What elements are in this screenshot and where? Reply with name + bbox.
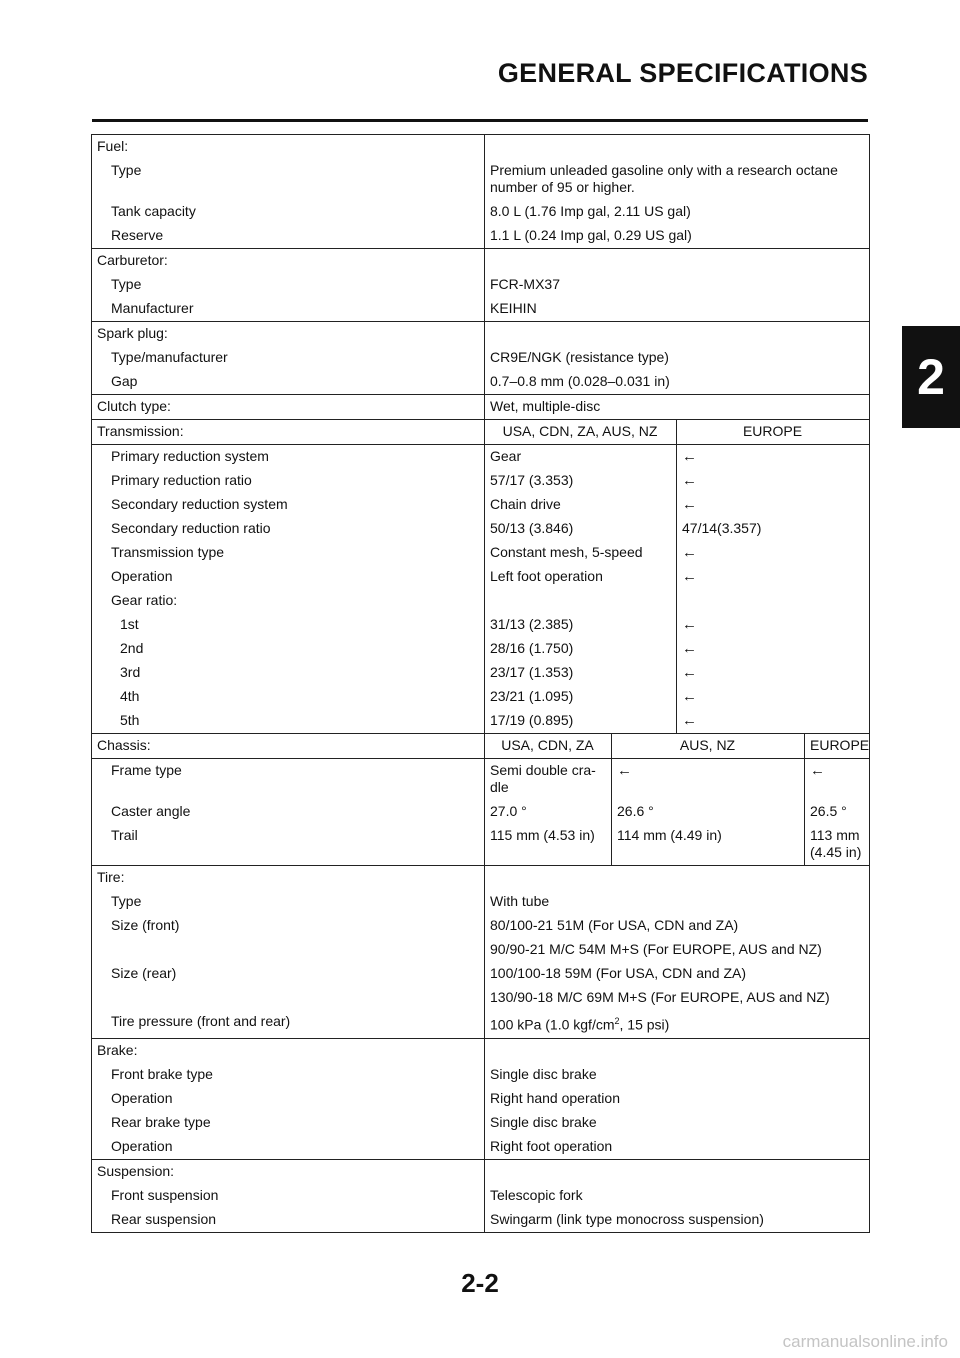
rear-brake-operation-value: Right foot operation (485, 1135, 870, 1160)
suspension-section-row (92, 1159, 870, 1184)
same-arrow-icon: ← (677, 541, 870, 565)
table-row (92, 661, 870, 685)
secondary-system-value: Chain drive (485, 493, 677, 517)
same-arrow-icon: ← (677, 661, 870, 685)
table-row (92, 709, 870, 734)
tire-type-label: Type (92, 890, 485, 914)
fuel-type-value: Premium unleaded gasoline only with a research octane number of 95 or higher. (485, 159, 870, 200)
gear-value: 23/21 (1.095) (485, 685, 677, 709)
chassis-label: Chassis: (92, 734, 485, 759)
brake-section-row (92, 1038, 870, 1063)
brake-label: Brake: (92, 1038, 485, 1063)
table-row (92, 469, 870, 493)
gear-label: 1st (92, 613, 485, 637)
table-row (92, 800, 870, 824)
table-row (92, 493, 870, 517)
same-arrow-icon: ← (677, 565, 870, 589)
page-title: GENERAL SPECIFICATIONS (497, 58, 868, 88)
carburetor-type-label: Type (92, 273, 485, 297)
primary-ratio-value: 57/17 (3.353) (485, 469, 677, 493)
transmission-col-usa: USA, CDN, ZA, AUS, NZ (485, 420, 677, 445)
table-row (92, 824, 870, 866)
primary-system-value: Gear (485, 445, 677, 470)
table-row (92, 1087, 870, 1111)
table-row (92, 962, 870, 986)
table-row (92, 1208, 870, 1233)
trail-usa: 115 mm (4.53 in) (485, 824, 612, 866)
tire-type-value: With tube (485, 890, 870, 914)
spark-plug-gap-value: 0.7–0.8 mm (0.028–0.031 in) (485, 370, 870, 395)
same-arrow-icon: ← (677, 445, 870, 470)
table-row (92, 589, 870, 613)
clutch-section-row (92, 395, 870, 420)
carburetor-section-row (92, 249, 870, 274)
tire-pressure-value (485, 1010, 870, 1038)
front-brake-value: Single disc brake (485, 1063, 870, 1087)
chassis-col-europe: EUROPE (805, 734, 870, 759)
table-row (92, 637, 870, 661)
table-row (92, 1010, 870, 1038)
spec-table (91, 134, 870, 1233)
chapter-tab-number: 2 (917, 349, 945, 405)
table-row (92, 565, 870, 589)
same-arrow-icon: ← (677, 613, 870, 637)
gear-label: 3rd (92, 661, 485, 685)
gear-value: 31/13 (2.385) (485, 613, 677, 637)
page-number: 2-2 (461, 1268, 499, 1298)
same-arrow-icon: ← (612, 759, 805, 801)
spark-plug-gap-label: Gap (92, 370, 485, 395)
table-row (92, 890, 870, 914)
gear-label: 5th (92, 709, 485, 734)
fuel-label: Fuel: (92, 135, 485, 160)
secondary-ratio-value: 50/13 (3.846) (485, 517, 677, 541)
spark-plug-section-row (92, 322, 870, 347)
table-row (92, 445, 870, 470)
table-row (92, 224, 870, 249)
spark-plug-label: Spark plug: (92, 322, 485, 347)
secondary-system-label: Secondary reduction system (92, 493, 485, 517)
secondary-ratio-label: Secondary reduction ratio (92, 517, 485, 541)
transmission-operation-label: Operation (92, 565, 485, 589)
rear-brake-label: Rear brake type (92, 1111, 485, 1135)
caster-angle-usa: 27.0 ° (485, 800, 612, 824)
tire-front-label: Size (front) (92, 914, 485, 938)
chapter-tab (902, 326, 960, 428)
table-row (92, 159, 870, 200)
tire-label: Tire: (92, 866, 485, 891)
reserve-label: Reserve (92, 224, 485, 249)
table-row (92, 1111, 870, 1135)
same-arrow-icon: ← (677, 637, 870, 661)
chassis-col-usa: USA, CDN, ZA (485, 734, 612, 759)
suspension-label: Suspension: (92, 1159, 485, 1184)
chassis-section-row (92, 734, 870, 759)
primary-system-label: Primary reduction system (92, 445, 485, 470)
watermark: carmanualsonline.info (782, 1332, 948, 1351)
tire-front-value-2: 90/90-21 M/C 54M M+S (For EUROPE, AUS and NZ) (485, 938, 870, 962)
reserve-value: 1.1 L (0.24 Imp gal, 0.29 US gal) (485, 224, 870, 249)
gear-value: 28/16 (1.750) (485, 637, 677, 661)
table-row (92, 685, 870, 709)
title-rule (92, 119, 868, 122)
same-arrow-icon: ← (805, 759, 870, 801)
transmission-col-europe: EUROPE (677, 420, 870, 445)
same-arrow-icon: ← (677, 685, 870, 709)
spark-plug-type-label: Type/manufacturer (92, 346, 485, 370)
tire-pressure-sup: 2 (614, 1016, 620, 1026)
frame-type-value: Semi double cra-dle (485, 759, 612, 801)
tire-rear-label: Size (rear) (92, 962, 485, 986)
secondary-ratio-europe: 47/14(3.357) (677, 517, 870, 541)
carburetor-type-value: FCR-MX37 (485, 273, 870, 297)
trail-aus: 114 mm (4.49 in) (612, 824, 805, 866)
tire-rear-value-1: 100/100-18 59M (For USA, CDN and ZA) (485, 962, 870, 986)
tank-capacity-label: Tank capacity (92, 200, 485, 224)
same-arrow-icon: ← (677, 709, 870, 734)
gear-value: 23/17 (1.353) (485, 661, 677, 685)
caster-angle-europe: 26.5 ° (805, 800, 870, 824)
spark-plug-type-value: CR9E/NGK (resistance type) (485, 346, 870, 370)
clutch-value: Wet, multiple-disc (485, 395, 870, 420)
chassis-col-aus: AUS, NZ (612, 734, 805, 759)
fuel-type-label: Type (92, 159, 485, 200)
gear-ratio-label: Gear ratio: (92, 589, 485, 613)
clutch-label: Clutch type: (92, 395, 485, 420)
carburetor-manufacturer-label: Manufacturer (92, 297, 485, 322)
transmission-type-label: Transmission type (92, 541, 485, 565)
transmission-type-value: Constant mesh, 5-speed (485, 541, 677, 565)
transmission-label: Transmission: (92, 420, 485, 445)
gear-label: 2nd (92, 637, 485, 661)
table-row (92, 1184, 870, 1208)
table-row (92, 914, 870, 938)
gear-label: 4th (92, 685, 485, 709)
table-row (92, 1135, 870, 1160)
rear-brake-operation-label: Operation (92, 1135, 485, 1160)
front-suspension-label: Front suspension (92, 1184, 485, 1208)
trail-europe: 113 mm (4.45 in) (805, 824, 870, 866)
table-row (92, 541, 870, 565)
tire-section-row (92, 866, 870, 891)
table-row (92, 1063, 870, 1087)
front-suspension-value: Telescopic fork (485, 1184, 870, 1208)
same-arrow-icon: ← (677, 469, 870, 493)
same-arrow-icon: ← (677, 493, 870, 517)
carburetor-label: Carburetor: (92, 249, 485, 274)
transmission-operation-value: Left foot operation (485, 565, 677, 589)
table-row (92, 613, 870, 637)
front-brake-operation-value: Right hand operation (485, 1087, 870, 1111)
rear-suspension-label: Rear suspension (92, 1208, 485, 1233)
table-row (92, 297, 870, 322)
table-row (92, 346, 870, 370)
carburetor-manufacturer-value: KEIHIN (485, 297, 870, 322)
gear-value: 17/19 (0.895) (485, 709, 677, 734)
tire-pressure-value-a: 100 kPa (1.0 kgf/cm (490, 1016, 615, 1033)
tire-pressure-label: Tire pressure (front and rear) (92, 1010, 485, 1038)
caster-angle-label: Caster angle (92, 800, 485, 824)
table-row (92, 986, 870, 1010)
rear-suspension-value: Swingarm (link type monocross suspension) (485, 1208, 870, 1233)
table-row (92, 759, 870, 801)
tire-pressure-value-b: , 15 psi) (619, 1016, 670, 1033)
tire-rear-value-2: 130/90-18 M/C 69M M+S (For EUROPE, AUS and NZ) (485, 986, 870, 1010)
primary-ratio-label: Primary reduction ratio (92, 469, 485, 493)
table-row (92, 273, 870, 297)
fuel-section-row (92, 135, 870, 160)
table-row (92, 938, 870, 962)
front-brake-operation-label: Operation (92, 1087, 485, 1111)
trail-label: Trail (92, 824, 485, 866)
tire-front-value-1: 80/100-21 51M (For USA, CDN and ZA) (485, 914, 870, 938)
caster-angle-aus: 26.6 ° (612, 800, 805, 824)
front-brake-label: Front brake type (92, 1063, 485, 1087)
table-row (92, 517, 870, 541)
table-row (92, 200, 870, 224)
frame-type-label: Frame type (92, 759, 485, 801)
rear-brake-value: Single disc brake (485, 1111, 870, 1135)
table-row (92, 370, 870, 395)
transmission-section-row (92, 420, 870, 445)
tank-capacity-value: 8.0 L (1.76 Imp gal, 2.11 US gal) (485, 200, 870, 224)
